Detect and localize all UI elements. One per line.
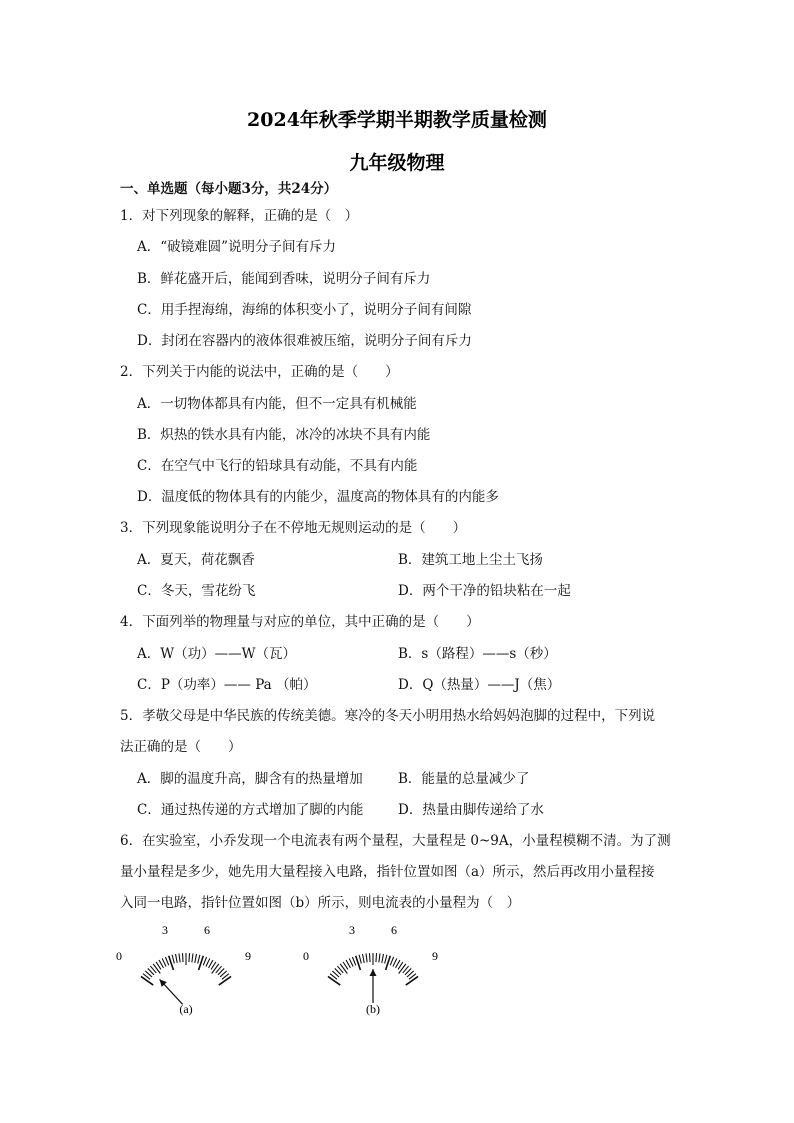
dial-b-pointer-arrow bbox=[370, 969, 377, 1003]
dial-tick bbox=[393, 958, 397, 966]
q5-stem-line1: 5．孝敬父母是中华民族的传统美德。寒冷的冬天小明用热水给妈妈泡脚的过程中，下列说 bbox=[120, 708, 656, 724]
q2-option-c: C．在空气中飞行的铅球具有动能，不具有内能 bbox=[137, 458, 418, 474]
dial-tick bbox=[352, 957, 355, 965]
exam-subtitle: 九年级物理 bbox=[349, 152, 445, 174]
dial-tick bbox=[153, 964, 160, 974]
q6-stem-line2: 量小量程是多少，她先用大量程接入电路，指针位置如图（a）所示，然后再改用小量程接 bbox=[120, 864, 655, 880]
dial-tick bbox=[219, 976, 231, 985]
ammeter-dial-a bbox=[110, 920, 270, 1025]
dial-tick bbox=[385, 955, 387, 964]
q3-option-b: B．建筑工地上尘土飞扬 bbox=[398, 552, 543, 568]
dial-tick bbox=[195, 954, 197, 963]
q1-option-a: A．“破镜难圆”说明分子间有斥力 bbox=[137, 239, 337, 255]
dial-tick bbox=[406, 976, 418, 985]
dial-tick bbox=[328, 976, 340, 985]
dial-tick bbox=[399, 964, 406, 974]
dial-tick bbox=[203, 957, 206, 965]
q4-option-a: A．W（功）——W（瓦） bbox=[137, 646, 297, 662]
dial-a-caption: (a) bbox=[179, 1002, 193, 1016]
dial-a-label-3: 3 bbox=[162, 923, 168, 937]
ammeter-dial-b bbox=[297, 920, 457, 1025]
dial-tick bbox=[212, 964, 219, 974]
q5-option-b: B．能量的总量减少了 bbox=[398, 771, 530, 787]
dial-b-label-0: 0 bbox=[303, 949, 309, 963]
dial-tick bbox=[349, 958, 353, 966]
q1-option-c: C．用手捏海绵，海绵的体积变小了，说明分子间有间隙 bbox=[137, 302, 472, 318]
dial-tick bbox=[366, 953, 367, 962]
dial-a-label-0: 0 bbox=[116, 949, 122, 963]
q2-stem: 2．下列关于内能的说法中，正确的是（ ） bbox=[120, 364, 399, 380]
q1-stem: 1．对下列现象的解释，正确的是（ ） bbox=[120, 208, 359, 224]
dial-tick bbox=[179, 953, 180, 962]
q1-option-d: D．封闭在容器内的液体很难被压缩，说明分子间有斥力 bbox=[137, 333, 472, 349]
q5-stem-line2: 法正确的是（ ） bbox=[120, 739, 242, 755]
dial-tick bbox=[172, 955, 174, 964]
dial-tick bbox=[379, 953, 380, 962]
dial-tick bbox=[206, 958, 210, 966]
q2-option-d: D．温度低的物体具有的内能少，温度高的物体具有的内能多 bbox=[137, 489, 499, 505]
dial-tick bbox=[382, 954, 384, 963]
dial-a-ticks bbox=[141, 953, 231, 985]
section-heading: 一、单选题（每小题3分，共24分） bbox=[120, 181, 338, 197]
dial-a-label-9: 9 bbox=[245, 949, 251, 963]
q4-option-c: C．P（功率）—— Pa （帕） bbox=[137, 677, 317, 693]
dial-b-label-9: 9 bbox=[432, 949, 438, 963]
q2-option-b: B．炽热的铁水具有内能，冰冷的冰块不具有内能 bbox=[137, 427, 431, 443]
dial-tick bbox=[162, 958, 166, 966]
q3-option-d: D．两个干净的铅块粘在一起 bbox=[398, 583, 571, 599]
dial-tick bbox=[165, 957, 168, 965]
q1-option-b: B．鲜花盛开后，能闻到香味，说明分子间有斥力 bbox=[137, 271, 431, 287]
q3-option-a: A．夏天，荷花飘香 bbox=[137, 552, 255, 568]
dial-tick bbox=[376, 953, 377, 962]
q6-stem-line3: 入同一电路，指针位置如图（b）所示，则电流表的小量程为（ ） bbox=[120, 895, 521, 911]
q3-option-c: C．冬天，雪花纷飞 bbox=[137, 583, 256, 599]
dial-tick bbox=[182, 953, 183, 962]
q4-option-d: D．Q（热量）——J（焦） bbox=[398, 677, 561, 693]
dial-tick bbox=[359, 955, 361, 964]
dial-b-label-6: 6 bbox=[391, 923, 397, 937]
q6-stem-line1: 6．在实验室，小乔发现一个电流表有两个量程，大量程是 0~9A，小量程模糊不清。为了测 bbox=[120, 833, 671, 849]
q4-stem: 4．下面列举的物理量与对应的单位，其中正确的是（ ） bbox=[120, 614, 480, 630]
dial-tick bbox=[141, 976, 153, 985]
q4-option-b: B．s（路程）——s（秒） bbox=[398, 646, 557, 662]
dial-tick bbox=[340, 964, 347, 974]
dial-tick bbox=[369, 953, 370, 962]
dial-b-caption: (b) bbox=[366, 1002, 380, 1016]
q3-stem: 3．下列现象能说明分子在不停地无规则运动的是（ ） bbox=[120, 520, 467, 536]
exam-title: 2024年秋季学期半期教学质量检测 bbox=[247, 109, 547, 131]
dial-a-pointer-arrow bbox=[160, 979, 183, 1004]
dial-tick bbox=[363, 954, 365, 963]
q5-option-a: A．脚的温度升高，脚含有的热量增加 bbox=[137, 771, 363, 787]
pointer-head bbox=[370, 969, 377, 976]
dial-tick bbox=[189, 953, 190, 962]
dial-b-label-3: 3 bbox=[349, 923, 355, 937]
dial-tick bbox=[176, 954, 178, 963]
dial-tick bbox=[198, 955, 200, 964]
dial-tick bbox=[390, 957, 393, 965]
q5-option-c: C．通过热传递的方式增加了脚的内能 bbox=[137, 802, 364, 818]
dial-a-label-6: 6 bbox=[204, 923, 210, 937]
dial-tick bbox=[192, 953, 193, 962]
q5-option-d: D．热量由脚传递给了水 bbox=[398, 802, 544, 818]
q2-option-a: A．一切物体都具有内能，但不一定具有机械能 bbox=[137, 396, 417, 412]
